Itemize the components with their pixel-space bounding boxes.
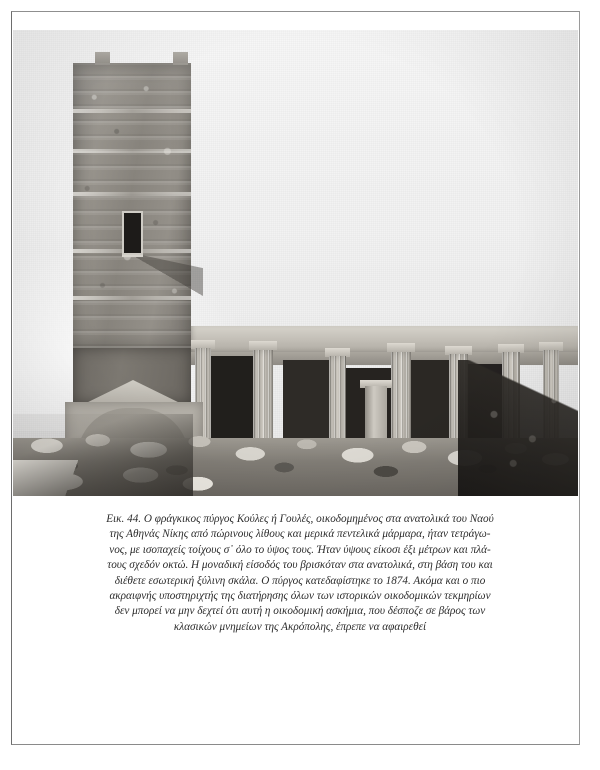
caption-line: της Αθηνάς Νίκης από πώρινους λίθους και μερικά πεντελικά μάρμαρα, ήταν τετράγω- [109, 528, 491, 541]
column-capital [387, 343, 415, 352]
column-capital [249, 341, 277, 350]
tower-window [122, 211, 143, 255]
figure-caption [52, 512, 548, 635]
caption-line: νος, με ισοπαχείς τοίχους σ᾽ όλο το ύψος τους. Ήταν ύψους είκοσι έξι μέτρων και πλά- [109, 543, 491, 556]
caption-line: Εικ. 44. Ο φράγκικος πύργος Κούλες ή Γουλές, οικοδομημένος στα ανατολικά του Ναού [106, 513, 494, 525]
tower-stone-band [73, 109, 191, 113]
frankish-tower [73, 63, 191, 348]
figure-photograph [13, 30, 578, 496]
caption-line: δεν μπορεί να μην δεχτεί ότι αυτή η οικοδομική ασκήμια, που δέσποζε σε βάρος των [114, 605, 486, 618]
caption-line: τους σχεδόν οκτώ. Η μοναδική είσοδός του βρισκόταν στα ανατολικά, στη βάση του και [107, 559, 493, 572]
caption-line: ακραιφνής υποστηριχτής της διατήρησης όλων των ιστορικών οικοδομικών τεκμηρίων [109, 590, 491, 603]
tower-stone-speckle [73, 63, 191, 348]
caption-line: διέθετε εσωτερική ξύλινη σκάλα. Ο πύργος κατεδαφίστηκε το 1874. Ακόμα και ο πιο [114, 574, 486, 587]
caption-line: κλασικών μνημείων της Ακρόπολης, έπρεπε να αφαιρεθεί [173, 620, 427, 633]
foreground-shadow-mass [13, 414, 193, 496]
tower-stone-band [73, 149, 191, 153]
debris-slope-texture [458, 360, 578, 496]
tower-stone-band [73, 192, 191, 196]
